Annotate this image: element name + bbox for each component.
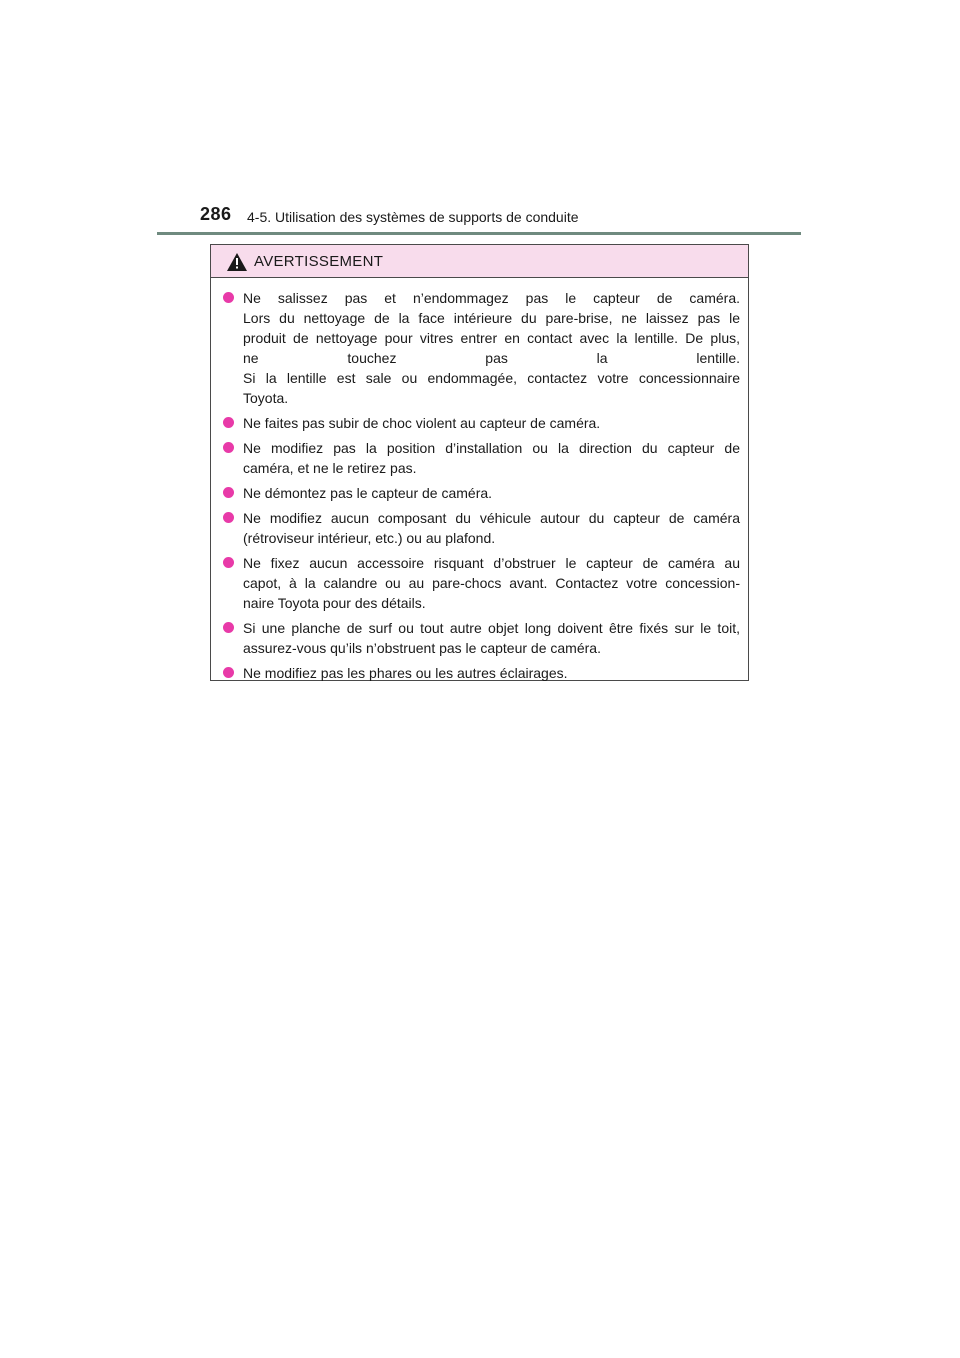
warning-item-line: Ne démontez pas le capteur de caméra. <box>243 485 493 501</box>
bullet-icon <box>223 487 234 498</box>
bullet-icon <box>223 512 234 523</box>
warning-item <box>223 438 740 478</box>
page-header <box>157 200 801 236</box>
warning-item-line: Ne salissez pas et n’endommagez pas le capteur de caméra. <box>243 290 740 306</box>
warning-item-line: capot, à la calandre ou au pare-chocs avant. Contactez votre concession- <box>243 575 740 591</box>
warning-item <box>223 618 740 658</box>
bullet-icon <box>223 417 234 428</box>
warning-item-line: Ne modifiez pas la position d’installation ou la direction du capteur de <box>243 440 740 456</box>
warning-item <box>223 663 740 683</box>
header-divider <box>157 232 801 235</box>
warning-item-line: Lors du nettoyage de la face intérieure du pare-brise, ne laissez pas le <box>243 310 740 326</box>
warning-item <box>223 288 740 408</box>
warning-item-line: Ne modifiez pas les phares ou les autres éclairages. <box>243 665 568 681</box>
warning-item-line: Ne modifiez aucun composant du véhicule autour du capteur de caméra <box>243 510 740 526</box>
warning-box <box>210 244 749 681</box>
warning-item-line: produit de nettoyage pour vitres entrer en contact avec la lentille. De plus, <box>243 330 740 346</box>
bullet-icon <box>223 622 234 633</box>
warning-item-line: assurez-vous qu’ils n’obstruent pas le capteur de caméra. <box>243 640 601 656</box>
warning-item-line: (rétroviseur intérieur, etc.) ou au plafond. <box>243 530 496 546</box>
bullet-icon <box>223 292 234 303</box>
warning-item <box>223 508 740 548</box>
warning-item-line: Ne faites pas subir de choc violent au capteur de caméra. <box>243 415 601 431</box>
page-number: 286 <box>200 204 232 224</box>
warning-item-line: naire Toyota pour des détails. <box>243 595 426 611</box>
warning-item <box>223 553 740 613</box>
warning-list <box>211 278 748 683</box>
bullet-icon <box>223 442 234 453</box>
warning-item <box>223 413 740 433</box>
section-title: 4-5. Utilisation des systèmes de supports de conduite <box>247 209 579 225</box>
warning-triangle-icon <box>227 253 247 271</box>
warning-item-line: Si une planche de surf ou tout autre objet long doivent être fixés sur le toit, <box>243 620 740 636</box>
warning-item-line: Si la lentille est sale ou endommagée, contactez votre concessionnaire <box>243 370 740 386</box>
warning-item-line: Ne fixez aucun accessoire risquant d’obstruer le capteur de caméra au <box>243 555 740 571</box>
warning-header <box>211 245 748 278</box>
warning-item-line: caméra, et ne le retirez pas. <box>243 460 417 476</box>
warning-title: AVERTISSEMENT <box>254 253 384 270</box>
warning-item <box>223 483 740 503</box>
bullet-icon <box>223 557 234 568</box>
bullet-icon <box>223 667 234 678</box>
warning-item-line: Toyota. <box>243 390 289 406</box>
warning-item-line: ne touchez pas la lentille. <box>243 350 740 366</box>
